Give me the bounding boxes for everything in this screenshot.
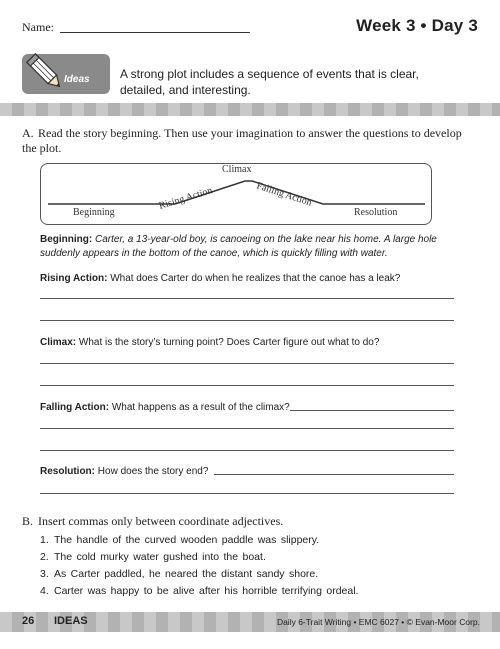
plot-label-falling-action: Falling Action xyxy=(255,180,314,209)
list-item[interactable] xyxy=(40,568,318,580)
item-text: The cold murky water gushed into the boat. xyxy=(54,551,266,563)
falling-action-text: What happens as a result of the climax? xyxy=(111,402,290,413)
footer-credit: Daily 6-Trait Writing • EMC 6027 • © Evan-Moor Corp. xyxy=(276,617,480,627)
plot-label-climax: Climax xyxy=(222,164,252,175)
beginning-paragraph xyxy=(40,233,460,261)
climax-text: What is the story’s turning point? Does Carter figure out what to do? xyxy=(78,337,380,348)
section-b-letter: B. xyxy=(22,514,34,528)
climax-label: Climax: xyxy=(40,337,77,348)
section-a-text: Read the story beginning. Then use your imagination to answer the questions to develop the plot. xyxy=(22,126,462,155)
list-item[interactable] xyxy=(40,534,319,546)
answer-line[interactable] xyxy=(40,428,454,429)
resolution-question xyxy=(40,465,460,479)
answer-line[interactable] xyxy=(40,363,454,364)
item-number: 1. xyxy=(40,534,49,546)
section-a-letter: A. xyxy=(22,126,34,140)
page-number: 26 xyxy=(22,615,35,627)
section-a-instruction xyxy=(22,126,472,156)
rising-action-label: Rising Action: xyxy=(40,273,108,284)
plot-label-beginning: Beginning xyxy=(73,207,115,218)
climax-question xyxy=(40,336,460,350)
plot-label-rising-action: Rising Action xyxy=(157,185,214,212)
plot-line xyxy=(48,181,425,204)
answer-line[interactable] xyxy=(40,493,454,494)
ideas-stripe-band xyxy=(0,103,500,116)
beginning-text: Carter, a 13-year-old boy, is canoeing on the lake near his home. A large hole suddenly appears in the bottom of the canoe, which is quickly filling with water. xyxy=(40,234,437,259)
rising-action-text: What does Carter do when he realizes that the canoe has a leak? xyxy=(110,273,401,284)
footer-trait: IDEAS xyxy=(54,615,88,627)
intro-text: A strong plot includes a sequence of events that is clear, detailed, and interesting. xyxy=(120,67,419,97)
resolution-label: Resolution: xyxy=(40,466,95,477)
answer-line[interactable] xyxy=(40,385,454,386)
week-day-title: Week 3 • Day 3 xyxy=(356,16,478,35)
pencil-icon xyxy=(26,50,66,96)
answer-line[interactable] xyxy=(40,298,454,299)
resolution-text: How does the story end? xyxy=(97,466,209,477)
rising-action-question xyxy=(40,272,460,286)
item-text: Carter was happy to be alive after his horrible terrifying ordeal. xyxy=(54,585,359,597)
plot-diagram xyxy=(40,163,432,225)
falling-action-question xyxy=(40,401,460,415)
name-label: Name: xyxy=(22,20,54,34)
section-b-text: Insert commas only between coordinate adjectives. xyxy=(38,514,284,528)
list-item[interactable] xyxy=(40,585,358,597)
beginning-label: Beginning: xyxy=(40,234,93,245)
item-number: 2. xyxy=(40,551,49,563)
item-number: 3. xyxy=(40,568,49,580)
item-text: As Carter paddled, he neared the distant sandy shore. xyxy=(54,568,319,580)
ideas-badge-label: Ideas xyxy=(64,74,90,85)
answer-line[interactable] xyxy=(290,410,454,411)
falling-action-label: Falling Action: xyxy=(40,402,110,413)
item-number: 4. xyxy=(40,585,49,597)
answer-line[interactable] xyxy=(214,474,454,475)
name-field-line[interactable] xyxy=(60,32,250,33)
item-text: The handle of the curved wooden paddle was slippery. xyxy=(54,534,320,546)
plot-label-resolution: Resolution xyxy=(354,207,398,218)
list-item[interactable] xyxy=(40,551,266,563)
answer-line[interactable] xyxy=(40,450,454,451)
answer-line[interactable] xyxy=(40,320,454,321)
section-b-instruction xyxy=(22,514,283,529)
